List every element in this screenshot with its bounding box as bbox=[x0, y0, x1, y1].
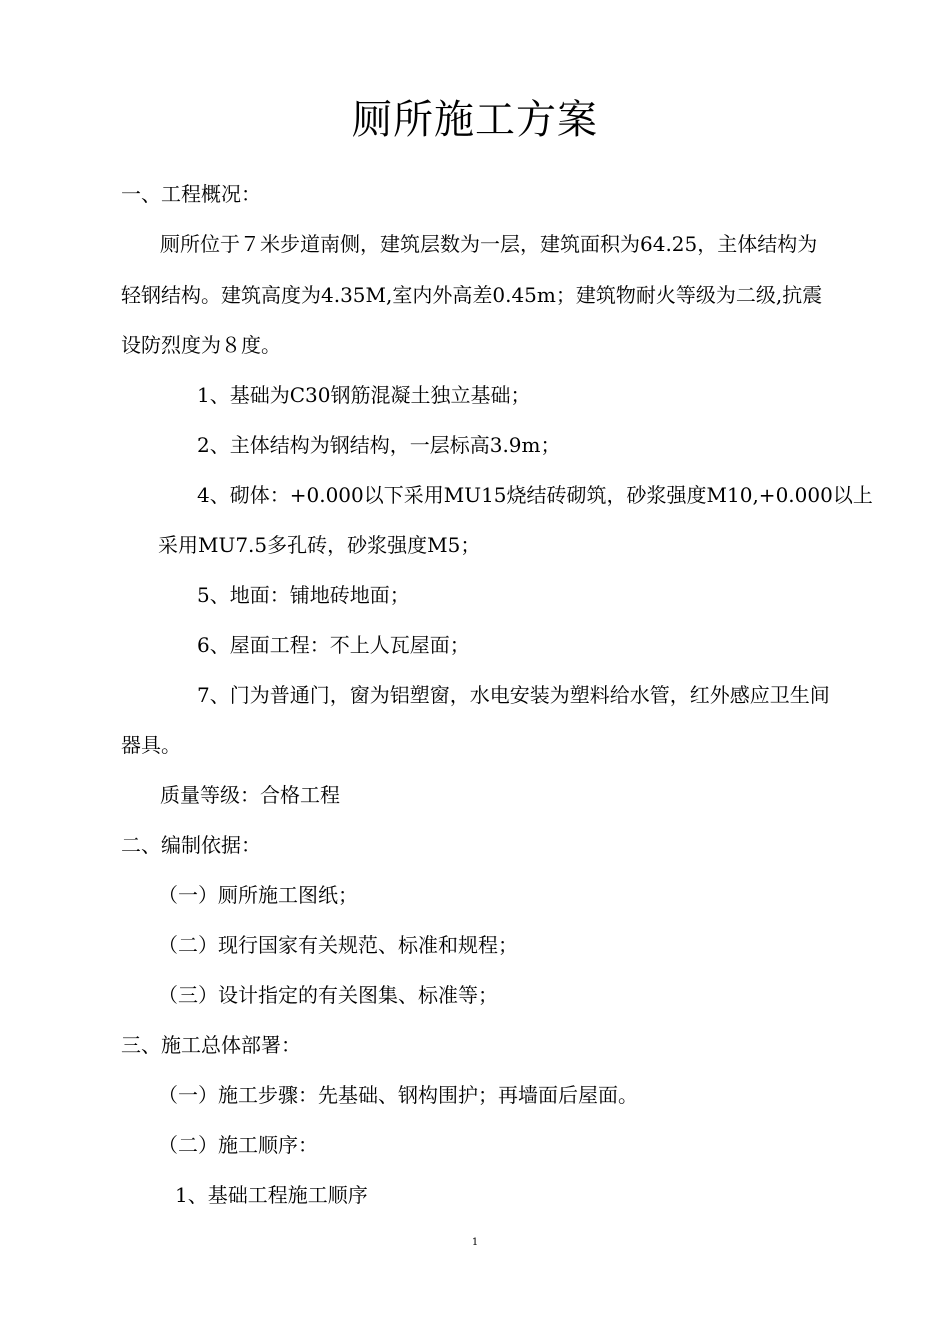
paragraph-line: 设防烈度为８度。 bbox=[121, 333, 281, 357]
section-heading-overview: 一、工程概况： bbox=[121, 182, 261, 206]
sub-heading: 1、基础工程施工顺序 bbox=[175, 1183, 368, 1207]
list-item: 2、主体结构为钢结构，一层标高3.9m； bbox=[197, 433, 561, 457]
page-number: 1 bbox=[471, 1237, 479, 1248]
list-item: 6、屋面工程：不上人瓦屋面； bbox=[197, 633, 470, 657]
list-item: （一）厕所施工图纸； bbox=[158, 883, 358, 907]
section-heading-deployment: 三、施工总体部署： bbox=[121, 1033, 301, 1057]
list-item: 7、门为普通门，窗为铝塑窗，水电安装为塑料给水管，红外感应卫生间 bbox=[197, 683, 830, 707]
document-title: 厕所施工方案 bbox=[352, 97, 598, 143]
paragraph-line: 厕所位于７米步道南侧，建筑层数为一层，建筑面积为64.25，主体结构为 bbox=[160, 232, 818, 256]
list-item: （二）施工顺序： bbox=[158, 1133, 318, 1157]
paragraph-line: 轻钢结构。建筑高度为4.35M,室内外高差0.45m；建筑物耐火等级为二级,抗震 bbox=[121, 283, 823, 307]
list-item: 5、地面：铺地砖地面； bbox=[197, 583, 410, 607]
list-item: （一）施工步骤：先基础、钢构围护；再墙面后屋面。 bbox=[158, 1083, 638, 1107]
list-item: 1、基础为C30钢筋混凝土独立基础； bbox=[197, 383, 531, 407]
list-item: （二）现行国家有关规范、标准和规程； bbox=[158, 933, 518, 957]
list-item: （三）设计指定的有关图集、标准等； bbox=[158, 983, 498, 1007]
list-item-continuation: 器具。 bbox=[121, 733, 181, 757]
list-item: 4、砌体：+0.000以下采用MU15烧结砖砌筑，砂浆强度M10,+0.000以上 bbox=[197, 483, 873, 507]
quality-grade: 质量等级：合格工程 bbox=[160, 783, 340, 807]
section-heading-basis: 二、编制依据： bbox=[121, 833, 261, 857]
list-item-continuation: 采用MU7.5多孔砖，砂浆强度M5； bbox=[158, 533, 481, 557]
